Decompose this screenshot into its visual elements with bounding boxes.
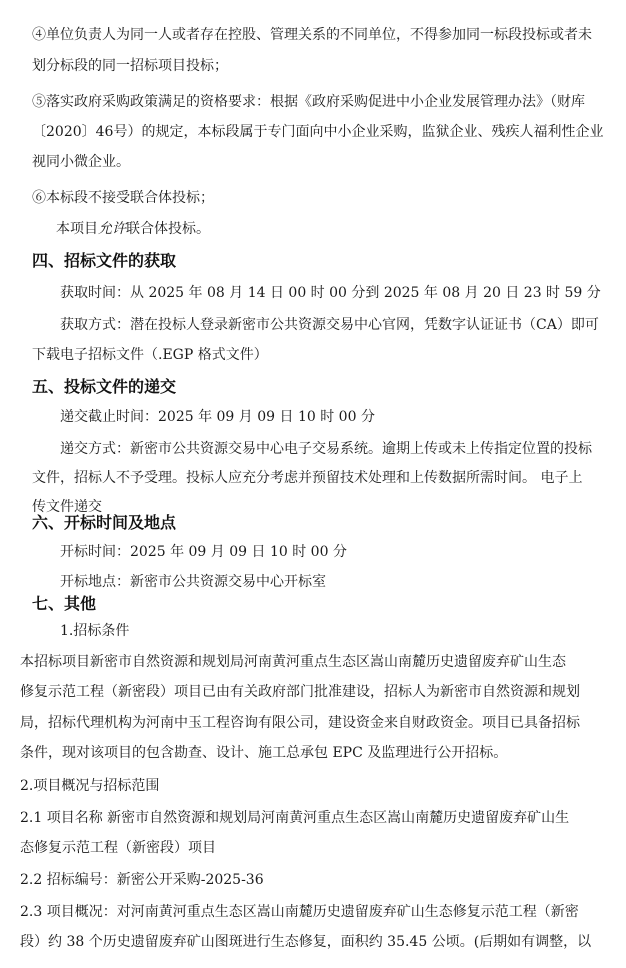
sub23-line2: 段）约 38 个历史遗留废弃矿山图斑进行生态修复，面积约 35.45 公顷。(后期如有调整，以 xyxy=(20,934,592,950)
sub1-line4: 条件，现对该项目的包含勘查、设计、施工总承包 EPC 及监理进行公开招标。 xyxy=(20,745,508,761)
item5-line2: 〔2020〕46号）的规定，本标段属于专门面向中小企业采购，监狱企业、残疾人福利性企业 xyxy=(32,124,604,140)
section6-heading: 六、开标时间及地点 xyxy=(32,513,177,532)
sub21-line2: 态修复示范工程（新密段）项目 xyxy=(20,840,216,856)
sub1-line2: 修复示范工程（新密段）项目已由有关政府部门批准建设，招标人为新密市自然资源和规划 xyxy=(20,684,580,700)
sub1-line3: 局，招标代理机构为河南中玉工程咨询有限公司，建设资金来自财政资金。项目已具备招标 xyxy=(20,715,580,731)
item6-italic: 允许 xyxy=(98,221,126,237)
item6-prefix: 本项目 xyxy=(56,221,98,237)
sub23-line1: 2.3 项目概况：对河南黄河重点生态区嵩山南麓历史遗留废弃矿山生态修复示范工程（新密 xyxy=(20,904,579,920)
section4-time: 获取时间：从 2025 年 08 月 14 日 00 时 00 分到 2025 年 08 月 20 日 23 时 59 分 xyxy=(60,285,601,301)
section6-time: 开标时间：2025 年 09 月 09 日 10 时 00 分 xyxy=(60,544,347,560)
item6-suffix: 联合体投标。 xyxy=(126,221,210,237)
section5-deadline: 递交截止时间：2025 年 09 月 09 日 10 时 00 分 xyxy=(60,409,375,425)
item6-line1: ⑥本标段不接受联合体投标； xyxy=(32,190,214,206)
section6-place: 开标地点：新密市公共资源交易中心开标室 xyxy=(60,574,326,590)
item5-line3: 视同小微企业。 xyxy=(32,154,130,170)
section5-method-line1: 递交方式：新密市公共资源交易中心电子交易系统。逾期上传或未上传指定位置的投标 xyxy=(60,441,592,457)
sub1-title: 1.招标条件 xyxy=(60,623,130,639)
section5-method-line2: 文件，招标人不予受理。投标人应充分考虑并预留技术处理和上传数据所需时间。 电子上 xyxy=(32,470,583,486)
section5-method-line3: 传文件递交 xyxy=(32,499,102,515)
section5-heading: 五、投标文件的递交 xyxy=(32,377,177,396)
item4-line1: ④单位负责人为同一人或者存在控股、管理关系的不同单位，不得参加同一标段投标或者未 xyxy=(32,27,592,43)
section7-heading: 七、其他 xyxy=(32,594,97,613)
item6-line2 xyxy=(56,219,210,239)
section4-method-line2: 下载电子招标文件（.EGP 格式文件） xyxy=(32,347,268,363)
sub21-line1: 2.1 项目名称 新密市自然资源和规划局河南黄河重点生态区嵩山南麓历史遗留废弃矿山生 xyxy=(20,810,570,826)
section4-heading: 四、招标文件的获取 xyxy=(32,251,177,270)
item5-line1: ⑤落实政府采购政策满足的资格要求：根据《政府采购促进中小企业发展管理办法》（财库 xyxy=(32,94,585,110)
sub2-title: 2.项目概况与招标范围 xyxy=(20,778,160,794)
sub1-line1: 本招标项目新密市自然资源和规划局河南黄河重点生态区嵩山南麓历史遗留废弃矿山生态 xyxy=(20,654,566,670)
item4-line2: 划分标段的同一招标项目投标； xyxy=(32,58,228,74)
section4-method-line1: 获取方式：潜在投标人登录新密市公共资源交易中心官网，凭数字认证证书（CA）即可 xyxy=(60,317,599,333)
sub22: 2.2 招标编号：新密公开采购-2025-36 xyxy=(20,872,264,888)
